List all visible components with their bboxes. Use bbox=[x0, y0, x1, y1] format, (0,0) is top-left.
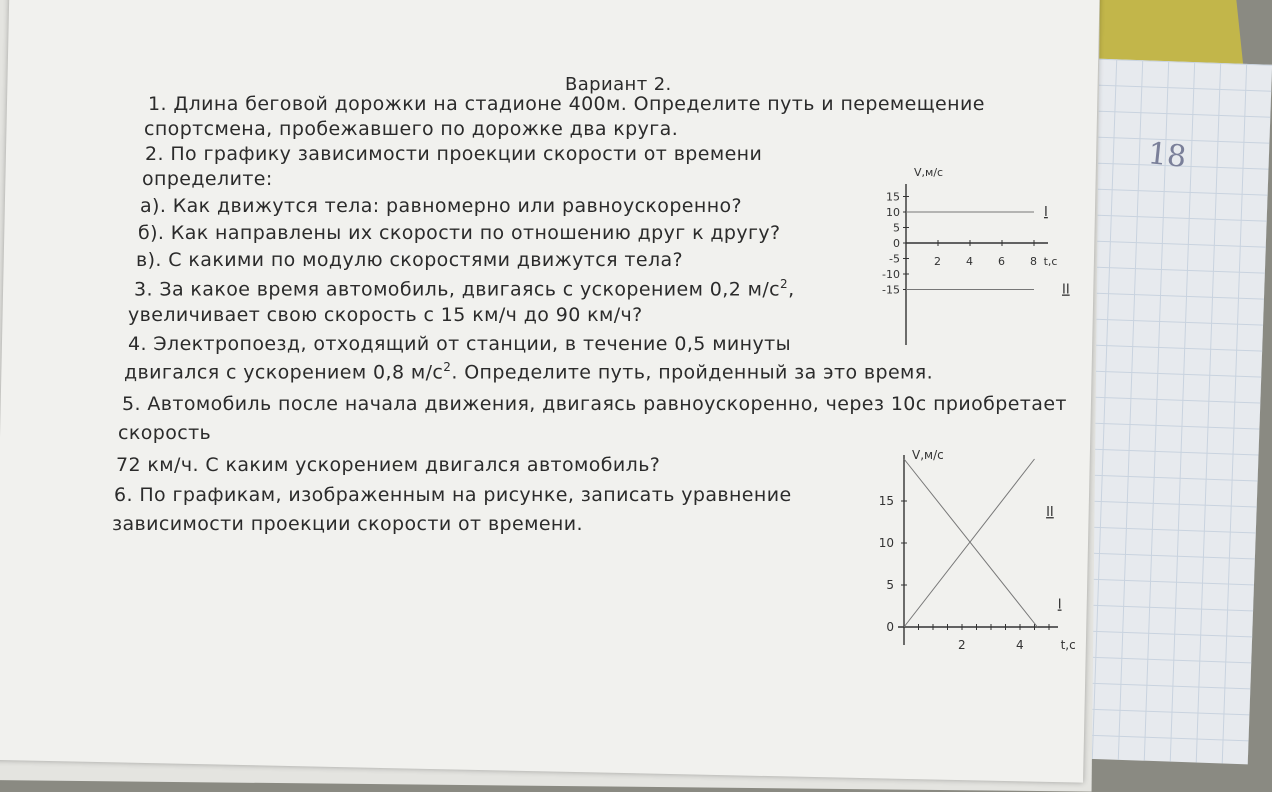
task-4-line-2 bbox=[124, 360, 933, 383]
task-4-exponent: 2 bbox=[443, 360, 452, 374]
task-4-line-1: 4. Электропоезд, отходящий от станции, в течение 0,5 минуты bbox=[128, 333, 792, 355]
y-tick-label: 5 bbox=[886, 578, 894, 592]
task-4-text: двигался с ускорением 0,8 м/с bbox=[124, 361, 444, 384]
y-axis-label: V,м/с bbox=[912, 448, 944, 462]
y-tick-label: 0 bbox=[886, 620, 894, 634]
y-tick-label: 15 bbox=[886, 190, 900, 204]
series-label-II: II bbox=[1062, 282, 1070, 298]
velocity-graph-task-2 bbox=[858, 160, 1070, 350]
task-2-line-1: 2. По графику зависимости проекции скорости от времени bbox=[145, 143, 763, 165]
task-2-item-b: б). Как направлены их скорости по отношению друг к другу? bbox=[138, 222, 781, 244]
series-label-I: I bbox=[1057, 597, 1062, 613]
x-tick-label: 2 bbox=[934, 255, 941, 268]
task-3-line-2: увеличивает свою скорость с 15 км/ч до 90 км/ч? bbox=[128, 304, 643, 326]
y-tick-label: 10 bbox=[878, 536, 894, 550]
margin-number: 18 bbox=[1146, 136, 1188, 175]
task-6-line-1: 6. По графикам, изображенным на рисунке, записать уравнение bbox=[114, 484, 792, 506]
task-5-line-2: скорость bbox=[118, 422, 212, 444]
series-label-I: I bbox=[1044, 205, 1048, 220]
series-label-II: II bbox=[1046, 505, 1054, 521]
task-1-line-1: 1. Длина беговой дорожки на стадионе 400м. Определите путь и перемещение bbox=[148, 93, 985, 115]
task-3-line-1 bbox=[134, 277, 795, 300]
task-5-line-1: 5. Автомобиль после начала движения, двигаясь равноускоренно, через 10с приобретает bbox=[122, 393, 1067, 415]
y-tick-label: 10 bbox=[886, 206, 900, 219]
x-axis-label: t,c bbox=[1043, 255, 1058, 268]
task-3-exponent: 2 bbox=[780, 277, 789, 291]
velocity-graph-task-6 bbox=[858, 445, 1098, 665]
task-1-line-2: спортсмена, пробежавшего по дорожке два круга. bbox=[144, 118, 679, 140]
x-tick-label: 4 bbox=[966, 255, 973, 268]
task-6-line-2: зависимости проекции скорости от времени. bbox=[112, 513, 583, 535]
y-tick-label: -15 bbox=[882, 283, 900, 297]
y-tick-label: 0 bbox=[893, 237, 900, 250]
y-axis-label: V,м/с bbox=[914, 166, 944, 179]
x-tick-label: 6 bbox=[998, 255, 1005, 268]
y-tick-label: 15 bbox=[878, 494, 894, 508]
task-2-line-2: определите: bbox=[142, 168, 273, 190]
task-4-tail: . Определите путь, пройденный за это время. bbox=[451, 361, 934, 384]
task-5-line-3: 72 км/ч. С каким ускорением двигался автомобиль? bbox=[116, 454, 661, 476]
variant-title: Вариант 2. bbox=[565, 74, 672, 95]
x-tick-label: 4 bbox=[1016, 638, 1024, 652]
x-tick-label: 8 bbox=[1030, 255, 1037, 268]
y-tick-label: -10 bbox=[882, 268, 900, 281]
y-tick-label: -5 bbox=[889, 252, 900, 266]
task-3-comma: , bbox=[788, 278, 795, 301]
task-3-text: 3. За какое время автомобиль, двигаясь с ускорением 0,2 м/с bbox=[134, 278, 781, 301]
x-tick-label: 2 bbox=[958, 638, 966, 652]
y-tick-label: 5 bbox=[893, 221, 900, 235]
task-2-item-a: а). Как движутся тела: равномерно или равноускоренно? bbox=[140, 195, 743, 217]
task-2-item-c: в). С какими по модулю скоростями движутся тела? bbox=[136, 249, 684, 271]
x-axis-label: t,c bbox=[1060, 638, 1076, 652]
